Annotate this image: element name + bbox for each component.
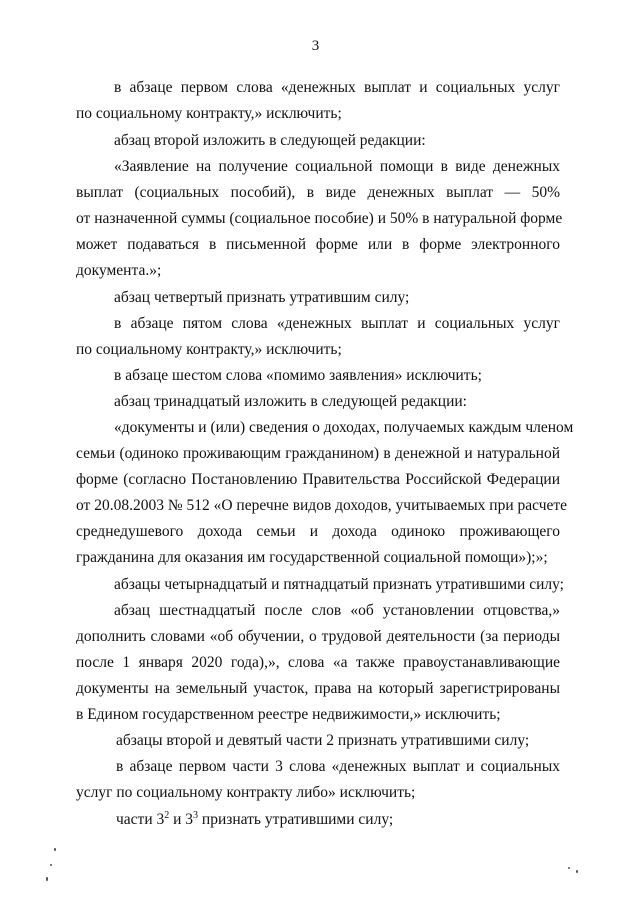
text-line: в абзаце пятом слова «денежных выплат и социальных услуг [114,315,560,332]
text-line: от назначенной суммы (социальное пособие) и 50% в натуральной форме [76,210,563,227]
text-line: абзац второй изложить в следующей редакции: [114,132,426,149]
text-line: может подаваться в письменной форме или в форме электронного [76,236,560,253]
text-line: среднедушевого дохода семьи и дохода одиноко проживающего [76,523,560,540]
text-line: «Заявление на получение социальной помощи в виде денежных [114,158,560,175]
page-number: 3 [311,38,320,54]
text-line: по социальному контракту,» исключить; [76,105,342,122]
text-line: семьи (одиноко проживающим гражданином) в денежной и натуральной [76,445,560,462]
superscript: 3 [193,810,199,821]
text-segment: признать утратившими силу; [198,811,394,828]
scan-speck [46,877,48,881]
text-line: абзац четвертый признать утратившим силу; [114,289,410,306]
text-line: абзац тринадцатый изложить в следующей редакции: [114,393,467,410]
text-segment: и 3 [169,811,194,828]
text-line: абзац шестнадцатый после слов «об установлении отцовства,» [114,602,560,619]
scan-speck [54,848,56,851]
text-line: дополнить словами «об обучении, о трудовой деятельности (за периоды [76,628,560,645]
text-line: документы на земельный участок, права на который зарегистрированы [76,680,560,697]
text-line: в абзаце шестом слова «помимо заявления» исключить; [114,367,482,384]
text-line: гражданина для оказания им государственной социальной помощи»);»; [76,549,548,566]
text-line-last [116,810,560,832]
scan-speck [50,864,52,866]
text-line: в Едином государственном реестре недвижимости,» исключить; [76,706,501,723]
text-line: абзацы второй и девятый части 2 признать утратившими силу; [116,732,530,749]
text-line: услуг по социальному контракту либо» исключить; [76,784,416,801]
scan-speck [576,870,578,873]
scan-speck [568,867,570,869]
text-segment: части 3 [116,811,165,828]
text-line: документа.»; [76,262,162,279]
text-line: от 20.08.2003 № 512 «О перечне видов доходов, учитываемых при расчете [76,497,568,514]
text-line: в абзаце первом части 3 слова «денежных выплат и социальных [116,758,560,775]
text-line: абзацы четырнадцатый и пятнадцатый признать утратившими силу; [114,576,564,593]
text-line: форме (согласно Постановлению Правительства Российской Федерации [76,471,560,488]
text-line: в абзаце первом слова «денежных выплат и социальных услуг [114,79,560,96]
text-line: после 1 января 2020 года),», слова «а также правоустанавливающие [76,654,560,671]
text-line: выплат (социальных пособий), в виде денежных выплат — 50% [76,184,560,201]
text-line: «документы и (или) сведения о доходах, получаемых каждым членом [114,419,574,436]
superscript: 2 [164,810,170,821]
text-line: по социальному контракту,» исключить; [76,341,342,358]
